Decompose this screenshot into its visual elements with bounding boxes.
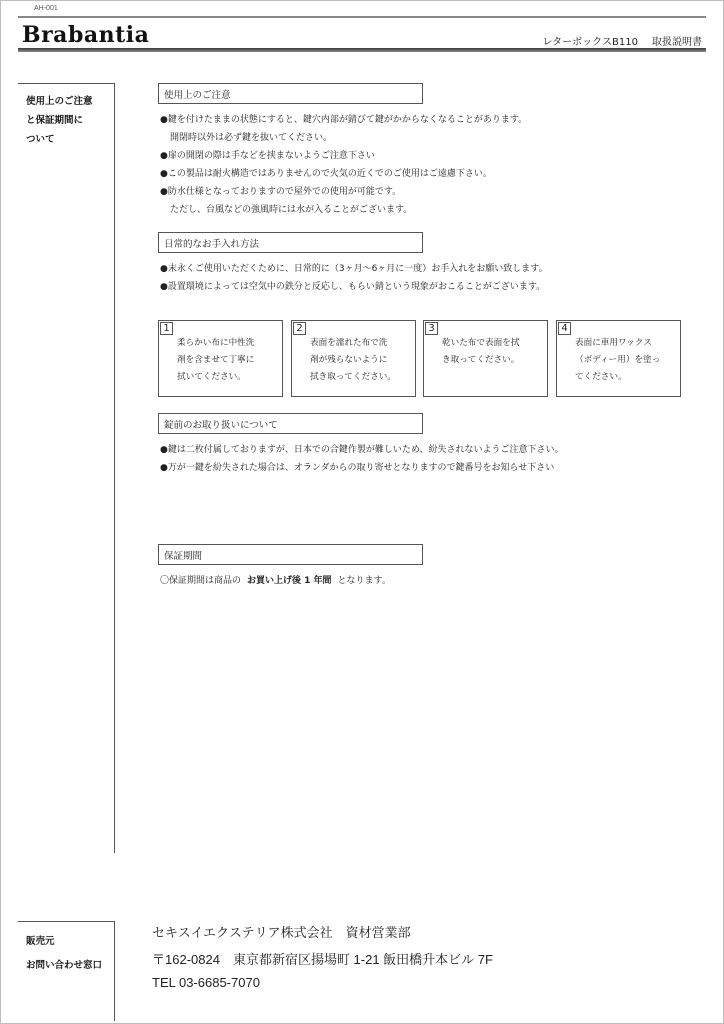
list-item: ●この製品は耐火構造ではありませんので火気の近くでのご使用はご遠慮下さい。 <box>160 169 492 179</box>
lock-handling-list <box>160 441 564 477</box>
list-item: ●設置環境によっては空気中の鉄分と反応し、もらい錆という現象がおこることがございます。 <box>160 282 546 292</box>
side-label-line: 使用上のご注意 <box>26 96 93 107</box>
warranty-period: お買い上げ後 1 年間 <box>247 576 332 586</box>
step-text: 表面に車用ワックス （ボディー用）を塗っ てください。 <box>575 338 661 382</box>
manual-label: 取扱説明書 <box>652 37 702 48</box>
step-text: 表面を濡れた布で洗 剤が残らないように 拭き取ってください。 <box>310 338 396 382</box>
side-label-line: と保証期間に <box>26 115 84 126</box>
maintenance-list <box>160 260 548 296</box>
side-label-precautions <box>18 83 115 853</box>
maintenance-step-4 <box>556 320 681 397</box>
step-text: 乾いた布で表面を拭 き取ってください。 <box>442 338 520 365</box>
step-number: 4 <box>558 322 571 335</box>
step-number: 2 <box>293 322 306 335</box>
step-number: 1 <box>160 322 173 335</box>
document-code: AH-001 <box>34 5 58 12</box>
precautions-list <box>160 111 527 219</box>
section-title-precautions: 使用上のご注意 <box>158 83 423 104</box>
list-item: ●鍵を付けたままの状態にすると、鍵穴内部が錆びて鍵がかからなくなることがあります。 <box>160 115 528 125</box>
list-item: ●防水仕様となっておりますので屋外での使用が可能です。 <box>160 187 402 197</box>
maintenance-step-2 <box>291 320 416 397</box>
list-item: ●扉の開閉の際は手などを挟まないようご注意下さい <box>160 151 375 161</box>
section-title-maintenance: 日常的なお手入れ方法 <box>158 232 423 253</box>
contact-address: 〒162-0824 東京都新宿区揚場町 1-21 飯田橋升本ビル 7F <box>152 952 493 967</box>
side-label-line: ついて <box>26 134 55 145</box>
list-item: ●万が一鍵を紛失された場合は、オランダからの取り寄せとなりますので鍵番号をお知らせ下さい <box>160 463 555 473</box>
header-title <box>543 33 702 48</box>
section-title-lock-handling: 錠前のお取り扱いについて <box>158 413 423 434</box>
brand-logo: Brabantia <box>22 22 150 48</box>
side-label-contact <box>18 921 115 1021</box>
step-text: 柔らかい布に中性洗 剤を含ませて丁寧に 拭いてください。 <box>177 338 255 382</box>
header-bottom-rule <box>18 48 706 52</box>
header-top-rule <box>18 16 706 18</box>
warranty-text: 〇保証期間は商品の お買い上げ後 1 年間 となります。 <box>160 576 391 586</box>
maintenance-step-1 <box>158 320 283 397</box>
step-number: 3 <box>425 322 438 335</box>
side-label-line: 販売元 <box>26 936 55 947</box>
list-item: ●末永くご使用いただくために、日常的に（3ヶ月〜6ヶ月に一度）お手入れをお願い致します。 <box>160 264 548 274</box>
section-title-warranty: 保証期間 <box>158 544 423 565</box>
contact-phone: TEL 03-6685-7070 <box>152 975 260 990</box>
maintenance-step-3 <box>423 320 548 397</box>
list-item: 開閉時以外は必ず鍵を抜いてください。 <box>170 133 333 143</box>
contact-company: セキスイエクステリア株式会社 資材営業部 <box>152 925 411 940</box>
list-item: ●鍵は二枚付属しておりますが、日本での合鍵作製が難しいため、紛失されないようご注意下さい。 <box>160 445 564 455</box>
list-item: ただし、台風などの強風時には水が入ることがございます。 <box>170 205 413 215</box>
product-name: レターボックスB110 <box>542 37 638 48</box>
side-label-line: お問い合わせ窓口 <box>26 960 103 971</box>
